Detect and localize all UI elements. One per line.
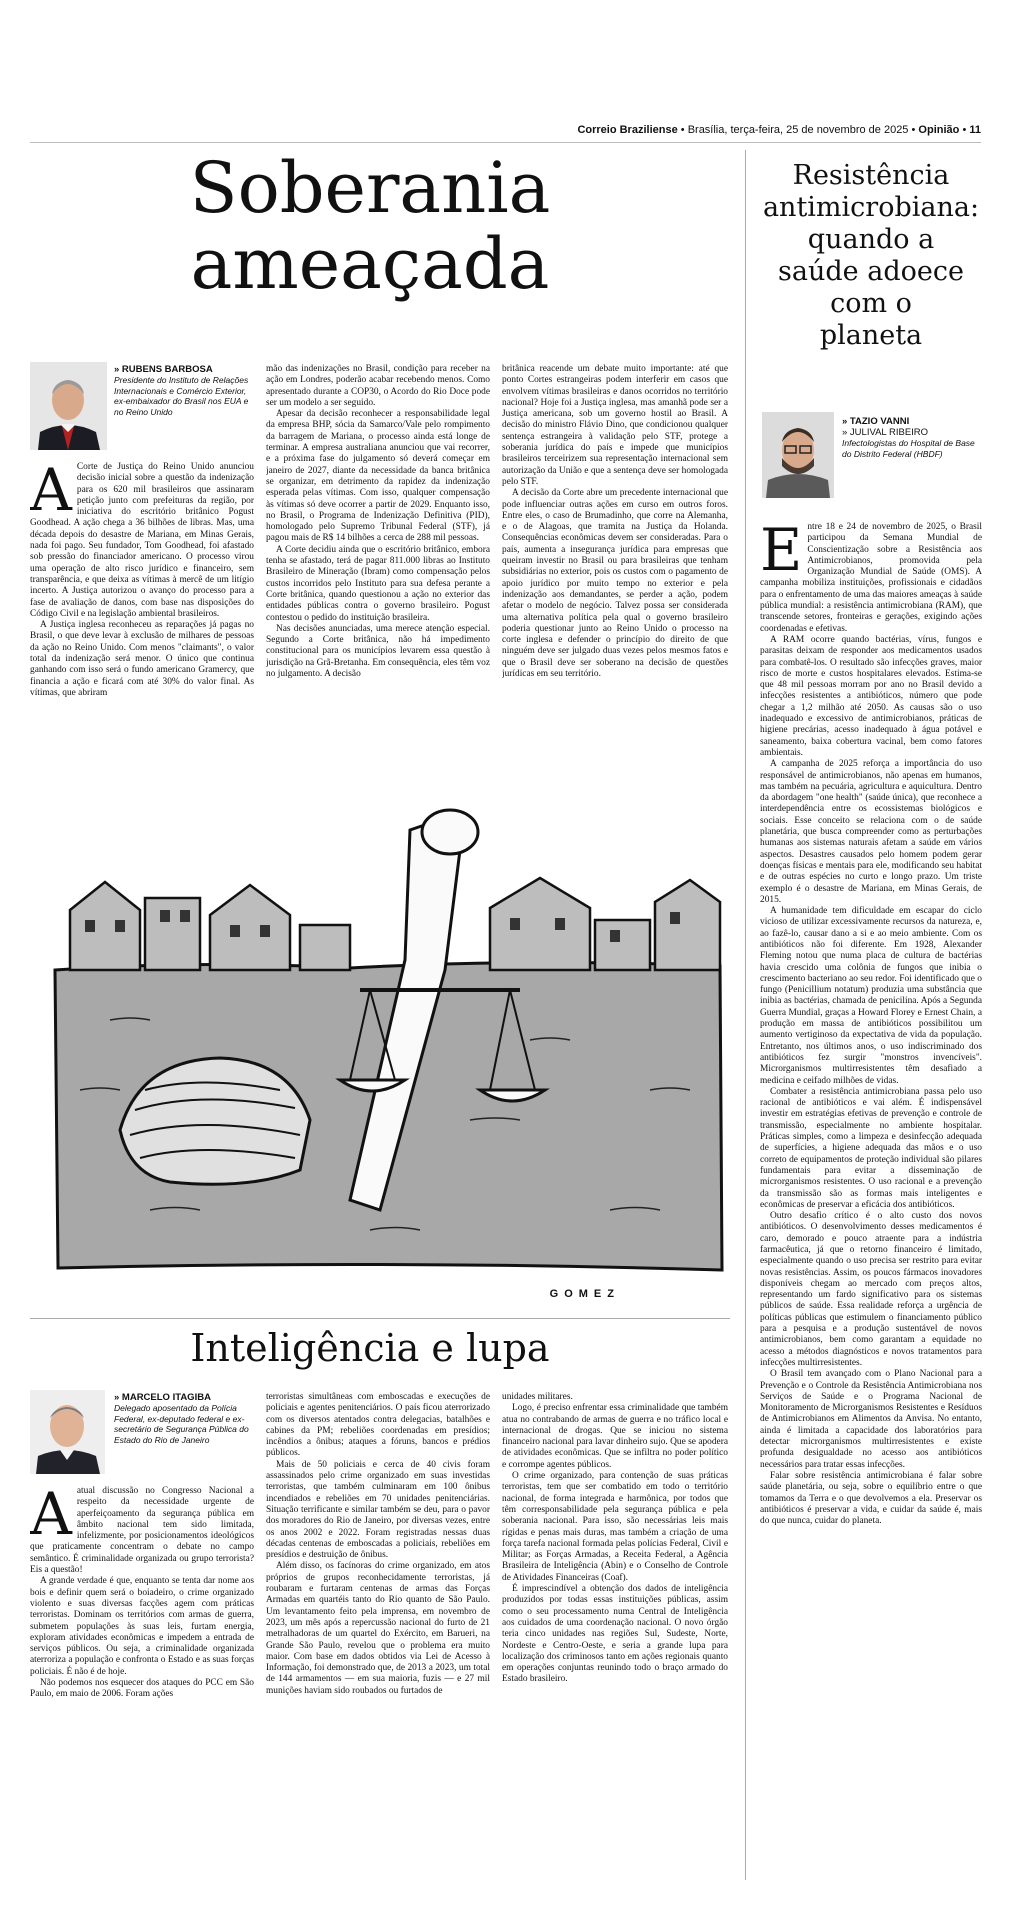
author-name: » TAZIO VANNI [842, 416, 910, 427]
author-portrait-icon [762, 412, 834, 498]
article2-title: Inteligência e lupa [190, 1326, 550, 1370]
author-name: » MARCELO ITAGIBA [114, 1392, 211, 1403]
page-number: 11 [969, 124, 981, 136]
author-portrait-icon [30, 1390, 105, 1474]
cartoon-signature: GOMEZ [549, 1288, 620, 1300]
article3-title: Resistência antimicrobiana: quando a saúde adoece com o planeta [762, 160, 980, 351]
page-header: Correio Braziliense • Brasília, terça-feira, 25 de novembro de 2025 • Opinião • 11 [30, 124, 981, 143]
article2-column-3: unidades militares. Logo, é preciso enfrentar essa criminalidade que também atua no contrabando de armas de guerra e no tráfico local e internacional de drogas. Que se iniciou no sistema financeiro nacional para lavar dinheiro sujo. Que se apodera de atividades econômicas. Que se infiltra no poder político e corrompe agentes públicos. O crime organizado, para contenção de suas práticas terroristas, tem que ser combatido em todo o território nacional, de forma integrada e harmônica, por todos que têm corresponsabilidade pela segurança pública e pela soberania nacional. Para isso, são necessárias leis mais rígidas e penas mais duras, mas também a criação de uma força tarefa nacional formada pelas polícias Federal, Civil e Militar; as Forças Armadas, a Receita Federal, a Agência Brasileira de Inteligência (Abin) e o Conselho de Controle de Atividades Financeiras (Coaf). É imprescindível a obtenção dos dados de inteligência produzidos por todas essas instituições públicas, assim como o seu processamento numa Central de Inteligência aos cuidados de uma coordenação nacional. O novo órgão teria cinco unidades nas regiões Sul, Sudeste, Norte, Nordeste e Centro-Oeste, e seria a grande lupa para localização dos criminosos tanto em ações regionais quanto em operações conjuntas reunindo todo o braço armado do Estado brasileiro. [502, 1392, 728, 1685]
author-photo [30, 1390, 105, 1474]
cartoon [50, 790, 730, 1300]
author-block [842, 416, 982, 459]
article2-column-2: terroristas simultâneas com emboscadas e execuções de policiais e agentes penitenciários. O país ficou aterrorizado com os diversos atentados contra delegacias, batalhões e cabines da PM; rebeliões coordenadas em presídios; incêndios a ônibus; ataques a fóruns, bancos e prédios públicos. Mais de 50 policiais e cerca de 40 civis foram assassinados pelo crime organizado em suas investidas terroristas, que também culminaram em 100 ônibus incendiados e rebeliões em 70 unidades penitenciárias. Situação terrificante e similar também se deu, para o pavor dos moradores do Rio de Janeiro, por diversas vezes, entre os anos 2002 e 2022. Foram registradas nessas duas décadas centenas de emboscadas a policiais, rebeliões em presídios e destruição de ônibus. Além disso, os facínoras do crime organizado, em atos próprios de grupos reconhecidamente terroristas, já roubaram e furtaram centenas de armas das Forças Armadas em quartéis tanto do Rio quanto de São Paulo. Um levantamento feito pela imprensa, em novembro de 2023, um mês após a repercussão nacional do furto de 21 metralhadoras de um quartel do Exército, em Barueri, na Grande São Paulo, revelou que o problema era muito maior. Com base em dados obtidos via Lei de Acesso à Informação, foi demonstrado que, de 2013 a 2023, um total de 144 armamentos — em sua maioria, fuzis — e 27 mil munições haviam sido roubados ou furtados de [266, 1392, 490, 1696]
place-date: Brasília, terça-feira, 25 de novembro de 2025 [687, 124, 909, 136]
drop-cap: E [760, 522, 803, 584]
article3-body: E ntre 18 e 24 de novembro de 2025, o Brasil participou da Semana Mundial de Conscientização sobre a Resistência aos Antimicrobianos, promovida pela Organização Mundial de Saúde (OMS). A campanha mobiliza instituições, profissionais e cidadãos para o enfrentamento de uma das maiores ameaças à saúde pública mundial: a resistência antimicrobiana (RAM), que transcende setores, fronteiras e gerações, exigindo ações coordenadas e efetivas. A RAM ocorre quando bactérias, vírus, fungos e parasitas deixam de responder aos medicamentos usados para combatê-los. O resultado são infecções graves, maior risco de morte e custos hospitalares elevados. Estima-se que 48 mil pessoas morram por ano no Brasil devido a infecções resistentes a antibióticos, número que pode chegar a 1,2 milhão até 2050. As causas são o uso inadequado e excessivo de antimicrobianos, práticas de higiene precárias, acesso inadequado à água potável e saneamento, baixa cobertura vacinal, bem como fatores ambientais. A campanha de 2025 reforça a importância do uso responsável de antimicrobianos, não apenas em humanos, mas também na pecuária, agricultura e aquicultura. Dentro da abordagem "one health" (saúde única), que reconhece a interdependência entre os ecossistemas biológicos e sociais. Esse conceito se relaciona com o de saúde planetária, que busca compreender como as perturbações humanas aos sistemas naturais afetam a saúde em vários aspectos. Desastres causados pelo homem podem gerar doenças físicas e mentais para ele, modificando seu habitat e de outras espécies no curto e longo prazo. Um triste exemplo é o desastre de Mariana, em Minas Gerais, de 2015. A humanidade tem dificuldade em escapar do ciclo vicioso de utilizar excessivamente recursos da natureza, e, ao fazê-lo, causar dano a si e ao meio ambiente. Com os antibióticos não foi diferente. Em 1928, Alexander Fleming notou que numa placa de cultura de bactérias havia crescido uma colônia de fungos que inibia o crescimento bacteriano ao seu redor. Foi identificado que o fungo (Penicillium notatum) produzia uma substância que inibia as bactérias, chamada de penicilina. Após a Segunda Guerra Mundial, graças a Howard Florey e Ernest Chain, a produção em massa de antibióticos possibilitou um aumento vertiginoso da expectativa de vida da população. Entretanto, nos últimos anos, o uso indiscriminado dos antibióticos fez surgir "monstros invencíveis". Microrganismos multirresistentes têm desafiado a medicina e ceifado milhões de vidas. Combater a resistência antimicrobiana passa pelo uso racional de antibióticos e vai além. É indispensável investir em estratégias efetivas de prevenção e controle de transmissão, especialmente no ambiente hospitalar. Práticas simples, como a limpeza e desinfecção adequada de superfícies, a higiene adequada das mãos e o uso correto de equipamentos de proteção individual são pilares fundamentais para evitar a disseminação de microrganismos resistentes. O uso racional e a prevenção da transmissão são as formas mais inteligentes e econômicas de preservar a eficácia dos antibióticos. Outro desafio crítico é o alto custo dos novos antibióticos. O desenvolvimento desses medicamentos é caro, demorado e pouco atraente para a indústria farmacêutica, já que o retorno financeiro é limitado, especialmente quando o uso precisa ser restrito para evitar novas resistências. Assim, os poucos fármacos inovadores disponíveis chegam ao mercado com preços altos, representando um fardo significativo para os sistemas públicos de saúde. Essa realidade reforça a urgência de políticas públicas que estimulem o financiamento público para a pesquisa e a produção sustentável de novos antimicrobianos, bem como garantam a equidade no acesso a métodos diagnósticos e novos tratamentos para infecções multirresistentes. O Brasil tem avançado com o Plano Nacional para a Prevenção e o Controle da Resistência Antimicrobiana nos Serviços de Saúde e o Programa Nacional de Monitoramento de Microrganismos Resistentes e Resíduos de Antimicrobianos em Alimentos da Anvisa. No entanto, ainda é limitada a capacidade dos laboratórios para detectar microrganismos multirresistentes e existe profunda desigualdade no acesso aos antibióticos necessários para tratar essas infecções. Falar sobre resistência antimicrobiana é falar sobre saúde planetária, ou seja, sobre o equilíbrio entre o que tomamos da Terra e o que devolvemos a ela. Preservar os antibióticos é preservar a vida, e cuidar da saúde é, mais do que nunca, cuidar do planeta. [760, 522, 982, 1527]
column-divider [745, 150, 746, 1880]
section-divider [30, 1318, 730, 1319]
section-name: Opinião [918, 124, 960, 136]
article1-column-1: A Corte de Justiça do Reino Unido anunciou decisão inicial sobre a questão da indenização para os 620 mil brasileiros que assinaram petição junto com prefeituras da região, por iniciativa do escritório britânico Pogust Goodhead. A ação chega a 36 bilhões de libras. Mas, uma década depois do desastre de Mariana, em Minas Gerais, nada foi pago. Seu fundador, Tom Goodhead, foi afastado sob pressão do financiador americano. O processo virou uma operação de alto risco jurídico e financeiro, sem transparência, e que deixa as vítimas à mercê de um litígio incerto. A Justiça autorizou o avanço do processo para a fase de avaliação de danos, com base nas disposições do Código Civil e na legislação ambiental brasileiros. A Justiça inglesa reconheceu as reparações já pagas no Brasil, o que deve levar à exclusão de milhares de pessoas da ação no Reino Unido. Com menos "claimants", o valor total da indenização será menor. O único que continua ganhando com isso será o fundo americano Gramercy, que financia a ação e ficará com até 30% do valor final. As vítimas, que abriram [30, 462, 254, 698]
article2-column-1: A atual discussão no Congresso Nacional a respeito da necessidade urgente de aperfeiçoamento da segurança pública em âmbito nacional tem sido limitada, infelizmente, por posicionamentos ideológicos que praticamente concentram o debate no campo semântico. É criminalidade organizada ou grupo terrorista? Eis a questão! A grande verdade é que, enquanto se tenta dar nome aos bois e definir quem será o boiadeiro, o crime organizado violento e suas diversas facções agem com práticas terroristas. Dominam os territórios com armas de guerra, submetem populações às suas leis, furtam energia, exploram atividades econômicas e impedem a entrada de serviços públicos. Ou seja, a criminalidade organizada aterroriza a população e confronta o Estado e as suas forças policiais. É não é de hoje. Não podemos nos esquecer dos ataques do PCC em São Paulo, em maio de 2006. Foram ações [30, 1486, 254, 1700]
drop-cap: A [30, 462, 72, 524]
author-block [114, 1392, 254, 1445]
drop-cap: A [30, 1486, 72, 1548]
article1-column-3: britânica reacende um debate muito importante: até que ponto Cortes estrangeiras podem interferir em casos que envolvem vítimas brasileiras e danos ocorridos no território nacional? Hoje foi a Justiça inglesa, mas amanhã pode ser a Justiça americana, sob um governo hostil ao Brasil. A decisão do ministro Flávio Dino, que condicionou qualquer sentença estrangeira à validação pelo STF, protege a soberania jurídica do país e impede que municípios brasileiros terceirizem sua representação internacional sem autorização da União e que a sentença deve ser homologada pelo STF. A decisão da Corte abre um precedente internacional que pode influenciar outras ações em curso em outros foros. Entre eles, o caso de Brumadinho, que corre na Alemanha, e o de Alagoas, que tramita na Justiça da Holanda. Consequências econômicas devem ser consideradas. Para o país, aumenta a insegurança jurídica para empresas que queiram investir no Brasil ou para brasileiras que tenham subsidiárias no exterior, pois os custos com o pagamento de apoio jurídico por muito tempo no exterior e pela indenização aos demandantes, se perder a ação, podem afetar o modelo de negócio. Talvez possa ser considerada uma alternativa política pela qual o governo brasileiro poderia questionar junto ao Reino Unido o processo na corte inglesa e defender o princípio do direito de que ninguém deve ser julgado duas vezes pelos mesmos fatos e que o Brasil deve ser soberano na decisão de questões jurídicas em seu território. [502, 364, 728, 680]
author-bio: Delegado aposentado da Polícia Federal, ex-deputado federal e ex-secretário de Segurança Pública do Estado do Rio de Janeiro [114, 1403, 249, 1445]
author-portrait-icon [30, 362, 107, 450]
author-photo [762, 412, 834, 498]
article1-title: Soberania ameaçada [189, 147, 551, 305]
author-block [114, 364, 254, 417]
newspaper-name: Correio Braziliense [577, 124, 678, 136]
author-bio: Presidente do Instituto de Relações Internacionais e Comércio Exterior, ex-embaixador do Brasil nos EUA e no Reino Unido [114, 375, 249, 417]
author-bio: Infectologistas do Hospital de Base do Distrito Federal (HBDF) [842, 438, 975, 459]
cartoon-illustration-icon [50, 790, 730, 1300]
author-name: » RUBENS BARBOSA [114, 364, 213, 375]
author-photo [30, 362, 107, 450]
author-name: » JULIVAL RIBEIRO [842, 427, 929, 438]
article1-column-2: mão das indenizações no Brasil, condição para receber na ação em Londres, poderão acabar recebendo menos. Como apresentado durante a COP30, o Acordo do Rio Doce pode ser um modelo a ser seguido. Apesar da decisão reconhecer a responsabilidade legal da empresa BHP, sócia da Samarco/Vale pelo rompimento da barragem de Mariana, o processo ainda está longe de terminar. A empresa australiana anunciou que vai recorrer, e a próxima fase do julgamento só deverá começar em janeiro de 2027, diante da necessidade da banca britânica se organizar, em detrimento da rapidez da indenização esperada pelas vítimas. Com isso, qualquer compensação às vítimas só deve ocorrer a partir de 2029. Enquanto isso, no Brasil, o Programa de Indenização Definitiva (PID), homologado pelo Supremo Tribunal Federal (STF), já pagou mais de R$ 14 bilhões a cerca de 288 mil pessoas. A Corte decidiu ainda que o escritório britânico, embora tenha se afastado, terá de pagar 811.000 libras ao Instituto Brasileiro de Mineração (Ibram) como compensação pelos custos incorridos pelo Instituto para sua defesa perante a Corte britânica, quando questionou a ação no exterior das entidades públicas contra o governo brasileiro. Pogust contestou o pedido do instituição brasileira. Nas decisões anunciadas, uma merece atenção especial. Segundo a Corte britânica, não há impedimento constitucional para os municípios levarem essa questão à jurisdição na Grã-Bretanha. Em consequência, eles têm voz no julgamento. A decisão [266, 364, 490, 680]
